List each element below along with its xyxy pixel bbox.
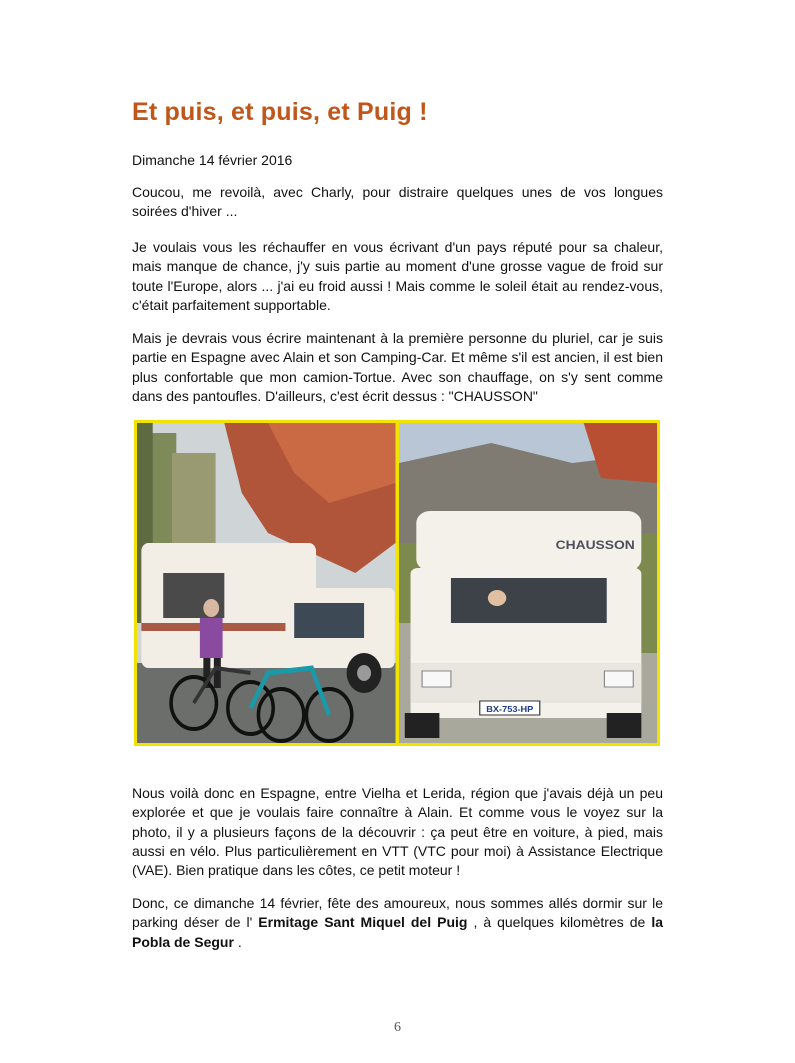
page-title: Et puis, et puis, et Puig ! — [132, 98, 428, 126]
paragraph-intro: Coucou, me revoilà, avec Charly, pour distraire quelques unes de vos longues soirées d'hiver ... — [132, 184, 663, 220]
p5-part2: , à quelques kilomètres de — [473, 914, 646, 931]
photo-right-camper-front — [399, 423, 658, 743]
photo-collage — [134, 420, 660, 746]
place-ermitage: Ermitage Sant Miquel del Puig — [258, 914, 468, 931]
place-pobla: la Pobla de Segur — [132, 914, 663, 950]
paragraph-camping-car: Mais je devrais vous écrire maintenant à la première personne du pluriel, car je suis partie en Espagne avec Alain et son Camping-Car. Et même s'il est ancien, il est bien plus confortable que mon camion-Tortue. Avec son chauffage, on s'y sent comme dans des pantoufles. D'ailleurs, c'est écrit dessus : "CHAUSSON" — [132, 330, 663, 404]
brand-text: CHAUSSON — [555, 537, 635, 552]
page-number: 6 — [394, 1020, 401, 1035]
paragraph-ermitage — [132, 894, 663, 952]
paragraph-spain: Nous voilà donc en Espagne, entre Vielha et Lerida, région que j'avais déjà un peu explorée et que je voulais faire connaître à Alain. Et comme vous le voyez sur la photo, il y a plusieurs façons de la découvrir : ça peut être en voiture, à pied, mais aussi en vélo. Plus particulièrement en VTT (VTC pour moi) à Assistance Electrique (VAE). Bien pratique dans les côtes, ce petit moteur ! — [132, 785, 663, 879]
post-date: Dimanche 14 février 2016 — [132, 152, 293, 168]
camper-front-image — [399, 423, 658, 743]
p5-part3: . — [237, 933, 242, 950]
camper-bikes-image — [137, 423, 396, 743]
photo-left-camper-bikes — [137, 423, 396, 743]
paragraph-weather: Je voulais vous les réchauffer en vous écrivant d'un pays réputé pour sa chaleur, mais manque de chance, j'y suis partie au moment d'une grosse vague de froid sur toute l'Europe, alors ... j'ai eu froid aussi ! Mais comme le soleil était au rendez-vous, c'était parfaitement supportable. — [132, 239, 663, 313]
license-plate-text: BX-753-HP — [485, 704, 533, 714]
p5-part1: Donc, ce dimanche 14 février, fête des amoureux, nous sommes allés dormir sur le parking déser de l' — [132, 895, 663, 931]
